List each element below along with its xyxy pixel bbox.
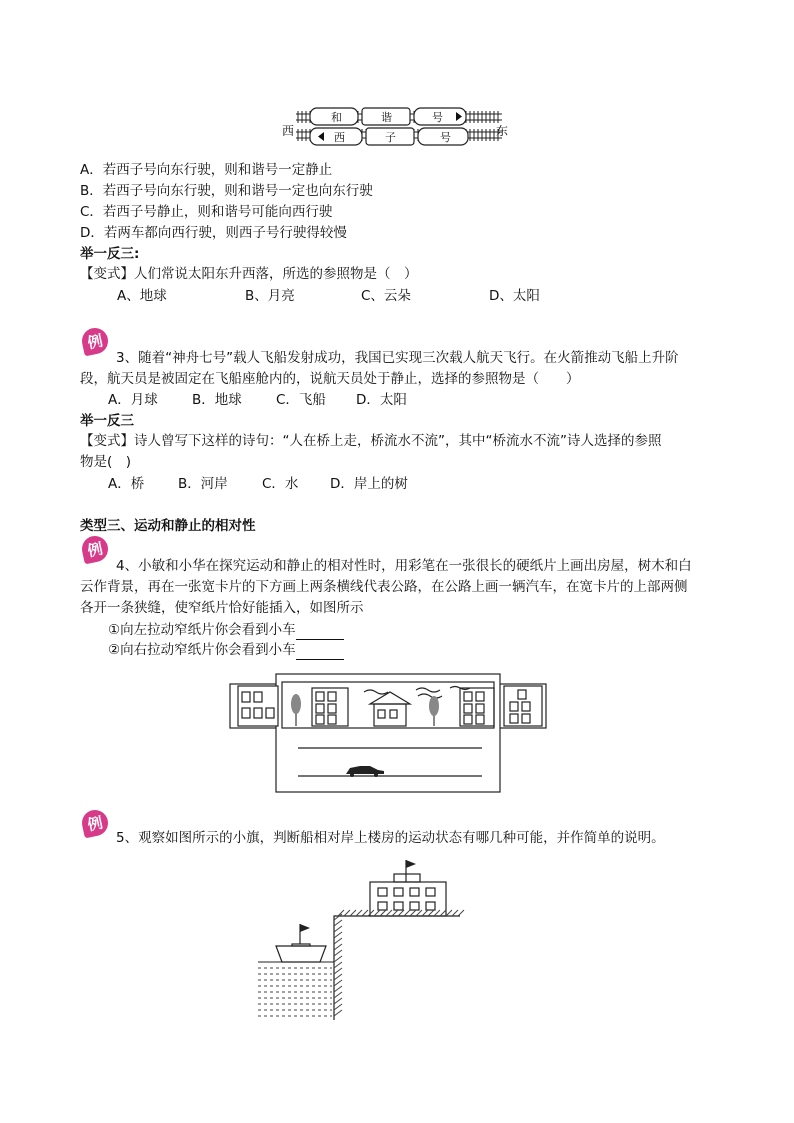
q4-sub1-blank[interactable]	[296, 625, 344, 640]
fig-trains	[280, 104, 520, 150]
train2-car1: 西	[334, 131, 345, 144]
train1-car1: 和	[331, 111, 342, 124]
q5-line1: 5、观察如图所示的小旗，判断船相对岸上楼房的运动状态有哪几种可能，并作简单的说明。	[116, 830, 665, 846]
q4-sub1	[108, 620, 344, 640]
label-west: 西	[282, 124, 295, 138]
variant-2-options	[108, 474, 408, 494]
q3-options	[108, 390, 407, 410]
q3-option-c: C．飞船	[276, 392, 326, 408]
q4-sub2-blank[interactable]	[296, 645, 344, 660]
q4-line1: 4、小敏和小华在探究运动和静止的相对性时，用彩笔在一张很长的硬纸片上画出房屋，树木和白	[116, 558, 692, 574]
q2-option-a: A．若西子号向东行驶，则和谐号一定静止	[80, 162, 333, 178]
train2-car2: 子	[385, 131, 396, 144]
q2-option-b: B．若西子号向东行驶，则和谐号一定也向东行驶	[80, 183, 373, 199]
example-badge-4: 例	[80, 534, 111, 565]
train2-car3: 号	[440, 131, 451, 144]
q4-line3: 各开一条狭缝，使窄纸片恰好能插入，如图所示	[80, 600, 364, 616]
q2-option-c: C．若西子号静止，则和谐号可能向西行驶	[80, 204, 333, 220]
v1-option-a: A、地球	[117, 288, 167, 304]
v1-option-d: D、太阳	[489, 288, 540, 304]
q3-option-d: D．太阳	[356, 392, 407, 408]
variant-1-options	[117, 286, 540, 306]
train1-car2: 谐	[381, 111, 392, 124]
q4-line2: 云作背景，再在一张宽卡片的下方画上两条横线代表公路，在公路上画一辆汽车，在宽卡片的上部两侧	[80, 579, 688, 595]
v1-option-b: B、月亮	[245, 288, 295, 304]
q3-line2: 段，航天员是被固定在飞船座舱内的，说航天员处于静止，选择的参照物是（ ）	[80, 371, 580, 387]
example-badge-5: 例	[80, 808, 111, 839]
v2-option-a: A．桥	[108, 476, 145, 492]
train1-car3: 号	[432, 111, 443, 124]
q2-option-d: D．若两车都向西行驶，则西子号行驶得较慢	[80, 225, 347, 241]
variant-2-line2: 物是( )	[80, 454, 132, 470]
trains-diagram	[280, 104, 520, 150]
variant-1-question: 【变式】人们常说太阳东升西落，所选的参照物是（ ）	[80, 266, 418, 282]
section-3-heading: 类型三、运动和静止的相对性	[80, 518, 256, 534]
v2-option-d: D．岸上的树	[330, 476, 408, 492]
v1-option-c: C、云朵	[361, 288, 411, 304]
q3-option-a: A．月球	[108, 392, 158, 408]
example-badge-3: 例	[80, 326, 111, 357]
label-east: 东	[496, 124, 509, 138]
q3-line1: 3、随着“神舟七号”载人飞船发射成功，我国已实现三次载人航天飞行。在火箭推动飞船上升阶	[116, 350, 679, 366]
fig-street-card	[228, 672, 548, 796]
v2-option-b: B．河岸	[178, 476, 228, 492]
juyi-heading-2: 举一反三	[80, 413, 134, 429]
juyi-heading-1: 举一反三:	[80, 246, 140, 262]
q4-sub2-text: ②向右拉动窄纸片你会看到小车	[108, 642, 296, 658]
fig-boat-shore	[254, 850, 474, 1022]
q4-sub2	[108, 640, 344, 660]
variant-2-line1: 【变式】诗人曾写下这样的诗句：“人在桥上走，桥流水不流”，其中“桥流水不流”诗人选择的参照	[80, 433, 662, 449]
q4-sub1-text: ①向左拉动窄纸片你会看到小车	[108, 622, 296, 638]
v2-option-c: C．水	[262, 476, 299, 492]
q3-option-b: B．地球	[192, 392, 242, 408]
